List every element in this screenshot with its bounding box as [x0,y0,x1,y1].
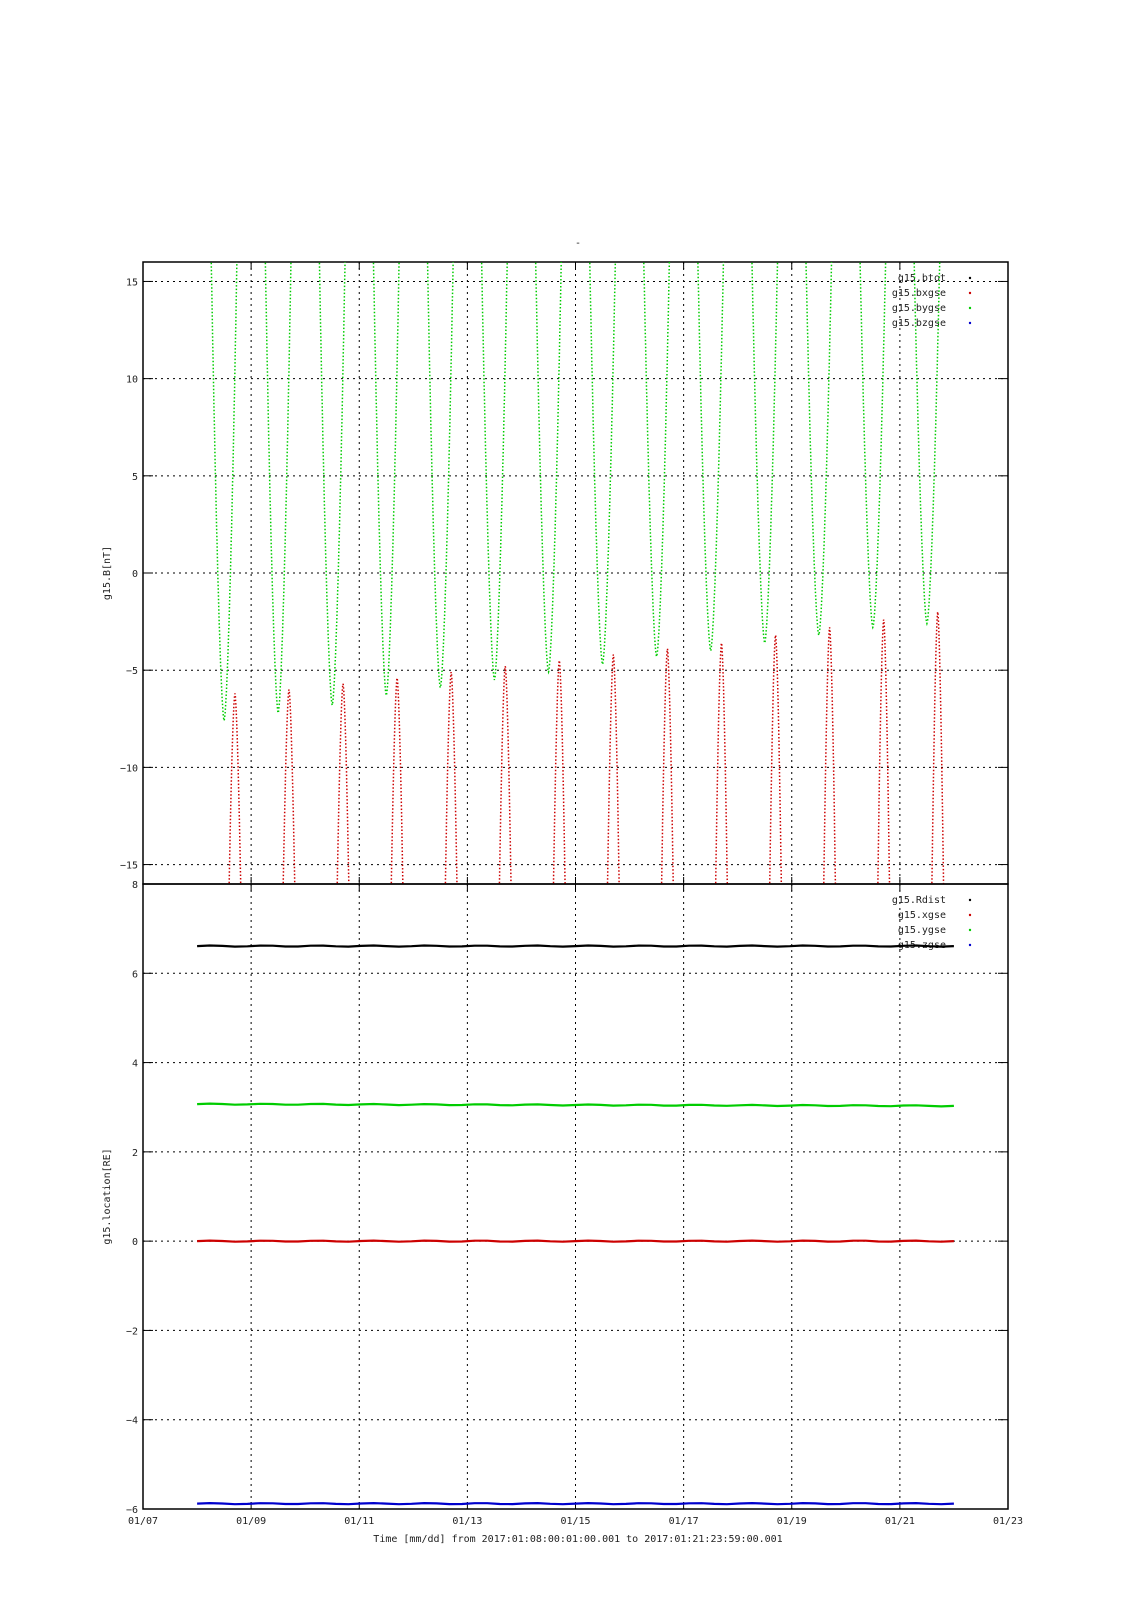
legend-marker [969,322,971,324]
legend-label: g15.bzgse [891,318,946,329]
y-tick-label: −6 [125,1505,138,1516]
legend-label: g15.bxgse [891,288,946,299]
y-tick-label: 0 [131,569,138,580]
x-tick-label: 01/11 [344,1516,375,1527]
legend-label: g15.zgse [897,940,946,951]
legend-label: g15.btot [897,273,946,284]
y-tick-label: −5 [125,666,138,678]
legend-marker [969,899,971,901]
y-tick-label: −10 [119,763,138,775]
rdist-line [197,946,954,947]
figure-title: - [574,238,582,249]
x-tick-label: 01/13 [452,1516,483,1527]
y-tick-label: 4 [131,1058,138,1070]
legend-label: g15.xgse [897,910,946,921]
y-tick-label: −4 [125,1415,138,1427]
legend-label: g15.ygse [897,925,946,936]
y-tick-label: 6 [131,969,138,981]
zgse-line [197,1503,954,1504]
y-tick-label: −2 [125,1326,138,1338]
x-tick-label: 01/07 [127,1516,159,1527]
y-tick-label: 5 [131,471,138,483]
legend-marker [969,292,971,294]
legend-marker [969,307,971,309]
x-tick-label: 01/17 [668,1516,699,1527]
y-tick-label: 8 [131,880,138,891]
y-tick-label: 15 [125,277,138,289]
x-tick-label: 01/23 [992,1516,1024,1527]
x-tick-label: 01/09 [236,1516,267,1527]
xgse-line [197,1241,954,1242]
x-tick-label: 01/21 [884,1516,915,1527]
legend-marker [969,914,971,916]
time-axis-label: Time [mm/dd] from 2017:01:08:00:01:00.001 to 2017:01:21:23:59:00.001 [373,1534,783,1545]
y-axis-label: g15.location[RE] [102,1148,113,1245]
y-tick-label: −15 [119,860,138,872]
y-tick-label: 0 [131,1237,138,1249]
legend-label: g15.bygse [891,303,946,314]
legend-marker [969,944,971,946]
y-tick-label: 2 [131,1147,138,1159]
x-tick-label: 01/15 [560,1516,591,1527]
y-axis-label: g15.B[nT] [102,545,113,601]
x-tick-label: 01/19 [776,1516,807,1527]
legend-marker [969,277,971,279]
legend-marker [969,929,971,931]
y-tick-label: 10 [125,374,138,386]
legend-label: g15.Rdist [891,895,946,906]
